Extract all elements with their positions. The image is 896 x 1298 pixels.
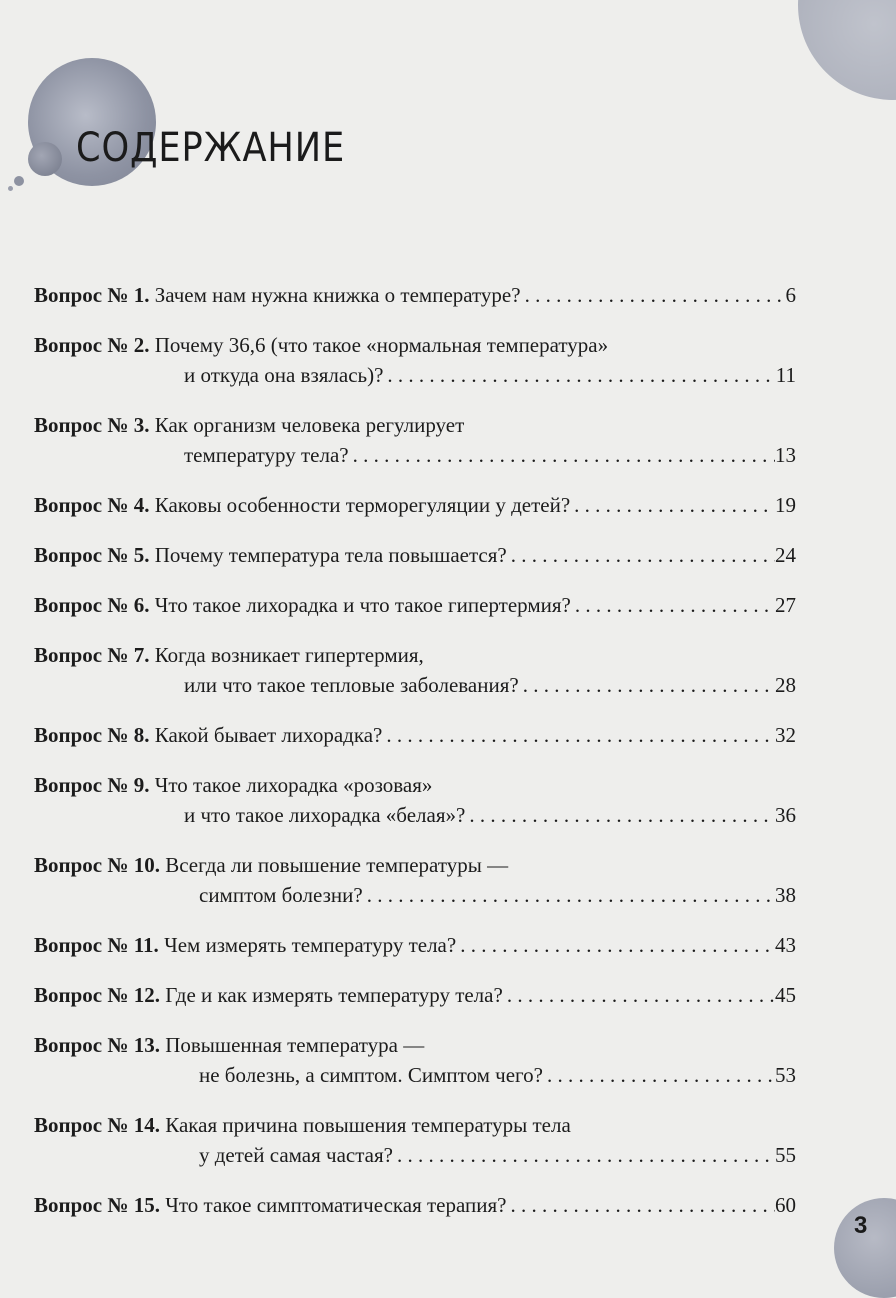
toc-entry [34, 330, 796, 390]
toc-entry [34, 540, 796, 570]
question-text: Зачем нам нужна книжка о температуре? [154, 283, 521, 307]
question-text: симптом болезни? [199, 883, 363, 907]
question-text: Когда возникает гипертермия, [154, 643, 424, 667]
question-text: и что такое лихорадка «белая»? [184, 803, 466, 827]
question-text: не болезнь, а симптом. Симптом чего? [199, 1063, 543, 1087]
page-reference: 38 [775, 883, 796, 907]
dot-leader [543, 1060, 775, 1090]
dot-leader [456, 930, 775, 960]
toc-entry [34, 930, 796, 960]
page-reference: 53 [775, 1063, 796, 1087]
page-reference: 13 [775, 443, 796, 467]
question-text: Почему 36,6 (что такое «нормальная температура» [154, 333, 609, 357]
dot-leader [570, 490, 775, 520]
page-number: 3 [854, 1212, 868, 1239]
dot-leader [465, 800, 775, 830]
question-number: Вопрос № 8. [34, 723, 150, 747]
toc-entry-first-line [34, 770, 796, 800]
question-number: Вопрос № 2. [34, 333, 150, 357]
toc-entry-first-line [34, 1030, 796, 1060]
question-text: Как организм человека регулирует [154, 413, 465, 437]
question-text: Повышенная температура — [165, 1033, 425, 1057]
toc-entry [34, 720, 796, 750]
question-text: Что такое лихорадка «розовая» [154, 773, 433, 797]
toc-entry-first-line [34, 850, 796, 880]
question-number: Вопрос № 12. [34, 983, 160, 1007]
question-text: Что такое симптоматическая терапия? [165, 1193, 507, 1217]
question-number: Вопрос № 7. [34, 643, 150, 667]
dot-leader [363, 880, 775, 910]
dot-leader [507, 1190, 776, 1220]
decorative-circle-corner [798, 0, 896, 100]
page-reference: 24 [775, 543, 796, 567]
toc-entry-first-line [34, 330, 796, 360]
dot-leader [519, 670, 775, 700]
question-text: Что такое лихорадка и что такое гипертермия? [154, 593, 571, 617]
toc-entry-first-line [34, 410, 796, 440]
toc-entry [34, 1110, 796, 1170]
toc-entry [34, 1030, 796, 1090]
toc-entry [34, 770, 796, 830]
page-reference: 11 [775, 363, 796, 387]
toc-entry-first-line [34, 490, 796, 520]
toc-entry-continuation-line [34, 670, 796, 700]
toc-entry-continuation-line [34, 800, 796, 830]
question-text: Почему температура тела повышается? [154, 543, 507, 567]
table-of-contents [34, 280, 796, 1240]
page-reference: 19 [775, 493, 796, 517]
toc-entry-first-line [34, 540, 796, 570]
toc-entry-first-line [34, 930, 796, 960]
question-text: Какой бывает лихорадка? [154, 723, 383, 747]
page-reference: 28 [775, 673, 796, 697]
page-reference: 55 [775, 1143, 796, 1167]
question-number: Вопрос № 4. [34, 493, 150, 517]
question-text: Какая причина повышения температуры тела [165, 1113, 571, 1137]
toc-entry-first-line [34, 280, 796, 310]
question-text: у детей самая частая? [199, 1143, 393, 1167]
toc-entry [34, 280, 796, 310]
question-number: Вопрос № 5. [34, 543, 150, 567]
question-number: Вопрос № 1. [34, 283, 150, 307]
page-reference: 45 [775, 983, 796, 1007]
toc-entry-continuation-line [34, 360, 796, 390]
page-reference: 6 [785, 283, 796, 307]
page-reference: 32 [775, 723, 796, 747]
toc-entry-first-line [34, 640, 796, 670]
toc-entry-first-line [34, 590, 796, 620]
question-number: Вопрос № 9. [34, 773, 150, 797]
question-number: Вопрос № 14. [34, 1113, 160, 1137]
toc-entry-continuation-line [34, 440, 796, 470]
question-number: Вопрос № 3. [34, 413, 150, 437]
toc-entry-first-line [34, 1110, 796, 1140]
decorative-circle-medium [28, 142, 62, 176]
toc-entry [34, 640, 796, 700]
question-text: Где и как измерять температуру тела? [165, 983, 503, 1007]
question-number: Вопрос № 6. [34, 593, 150, 617]
dot-leader [349, 440, 775, 470]
question-number: Вопрос № 15. [34, 1193, 160, 1217]
dot-leader [382, 720, 775, 750]
page-title: СОДЕРЖАНИЕ [76, 124, 346, 171]
toc-entry-continuation-line [34, 1140, 796, 1170]
decorative-circle-tiny [8, 186, 13, 191]
dot-leader [521, 280, 786, 310]
question-text: или что такое тепловые заболевания? [184, 673, 519, 697]
dot-leader [571, 590, 775, 620]
question-number: Вопрос № 13. [34, 1033, 160, 1057]
dot-leader [393, 1140, 775, 1170]
toc-entry [34, 410, 796, 470]
toc-entry-continuation-line [34, 880, 796, 910]
toc-entry [34, 590, 796, 620]
page-reference: 27 [775, 593, 796, 617]
toc-entry [34, 490, 796, 520]
page-reference: 43 [775, 933, 796, 957]
page-reference: 36 [775, 803, 796, 827]
toc-entry [34, 980, 796, 1010]
question-text: Каковы особенности терморегуляции у детей? [154, 493, 571, 517]
toc-entry [34, 1190, 796, 1220]
page-reference: 60 [775, 1193, 796, 1217]
toc-entry-first-line [34, 1190, 796, 1220]
toc-entry [34, 850, 796, 910]
question-number: Вопрос № 11. [34, 933, 159, 957]
toc-entry-continuation-line [34, 1060, 796, 1090]
question-text: Всегда ли повышение температуры — [165, 853, 509, 877]
question-number: Вопрос № 10. [34, 853, 160, 877]
toc-entry-first-line [34, 980, 796, 1010]
dot-leader [503, 980, 775, 1010]
question-text: температуру тела? [184, 443, 349, 467]
question-text: и откуда она взялась)? [184, 363, 384, 387]
question-text: Чем измерять температуру тела? [164, 933, 457, 957]
decorative-circle-small [14, 176, 24, 186]
dot-leader [507, 540, 775, 570]
dot-leader [383, 360, 775, 390]
toc-entry-first-line [34, 720, 796, 750]
